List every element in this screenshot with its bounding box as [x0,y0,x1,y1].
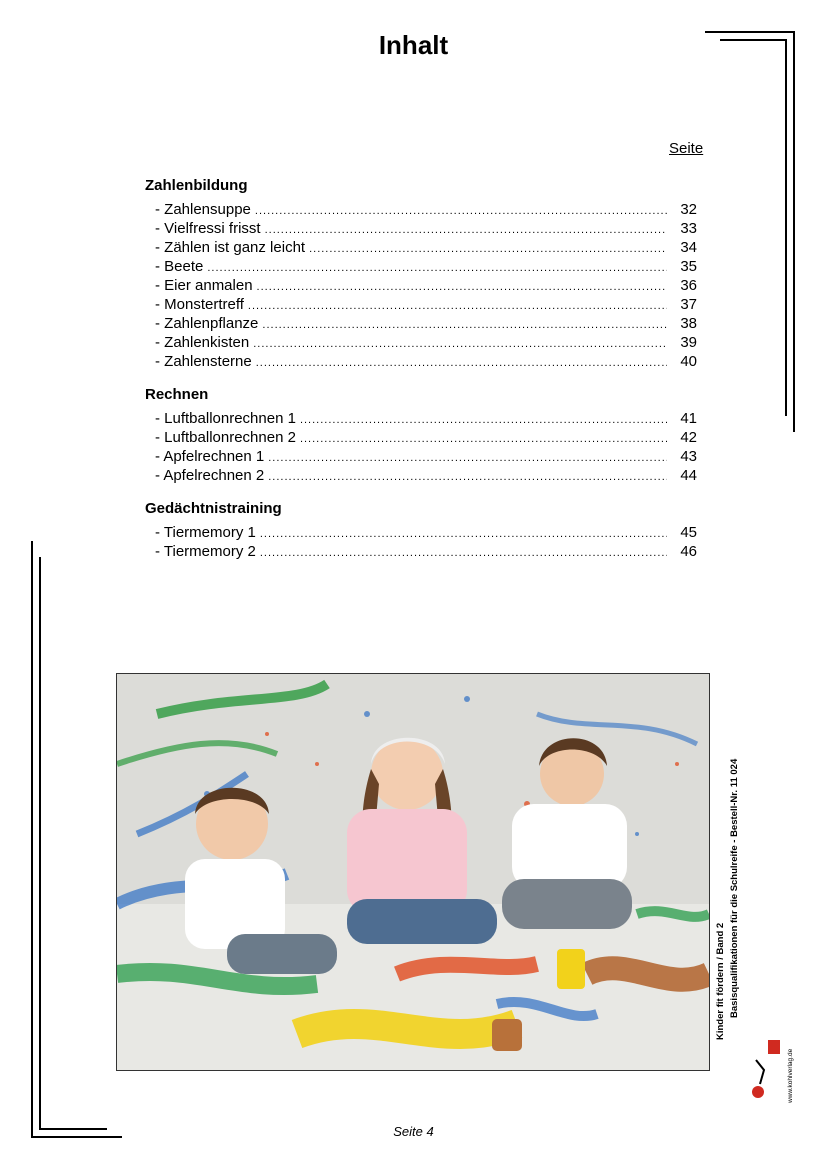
entry-page: 39 [680,334,697,351]
leader-dots [265,221,667,240]
toc-entry [145,219,705,238]
leader-dots [256,354,667,373]
publisher-website-vertical: www.kohlverlag.de [787,1048,794,1103]
entry-page: 40 [680,353,697,370]
toc-entry [145,200,705,219]
entry-label: - Zählen ist ganz leicht [155,239,306,256]
entry-label: - Beete [155,258,204,275]
toc-section [145,499,705,561]
toc-entry [145,314,705,333]
leader-dots [253,335,667,354]
toc-entry [145,542,705,561]
entry-page: 44 [680,467,697,484]
leader-dots [207,259,667,278]
leader-dots [300,430,667,449]
leader-dots [262,316,667,335]
page-footer: Seite 4 [393,1124,434,1139]
book-subtitle-vertical: Basisqualifikationen für die Schulreife - Bestell-Nr. 11 024 [729,758,740,1018]
entry-label: - Zahlensterne [155,353,252,370]
entry-page: 41 [680,410,697,427]
leader-dots [248,297,667,316]
leader-dots [268,449,667,468]
entry-label: - Zahlenpflanze [155,315,259,332]
page-column-header: Seite [669,140,704,157]
leader-dots [255,202,667,221]
entry-page: 46 [680,543,697,560]
toc-entry [145,257,705,276]
toc-entry [145,409,705,428]
entry-page: 45 [680,524,697,541]
leader-dots [268,468,667,487]
toc-entry [145,295,705,314]
toc-entry [145,523,705,542]
entry-page: 38 [680,315,697,332]
leader-dots [300,411,667,430]
toc-entry [145,466,705,485]
entry-label: - Tiermemory 1 [155,524,256,541]
section-title: Gedächtnistraining [145,500,282,517]
children-painting-photo [116,673,710,1071]
entry-label: - Monstertreff [155,296,244,313]
entry-page: 32 [680,201,697,218]
leader-dots [309,240,667,259]
toc-section [145,176,705,371]
entry-label: - Tiermemory 2 [155,543,256,560]
toc-entry [145,352,705,371]
toc-entry [145,238,705,257]
section-title: Rechnen [145,386,209,403]
leader-dots [260,544,667,563]
leader-dots [260,525,667,544]
entry-label: - Eier anmalen [155,277,253,294]
entry-page: 35 [680,258,697,275]
section-title: Zahlenbildung [145,177,248,194]
toc-entry [145,428,705,447]
entry-label: - Zahlenkisten [155,334,250,351]
entry-label: - Apfelrechnen 1 [155,448,265,465]
entry-page: 43 [680,448,697,465]
entry-page: 37 [680,296,697,313]
entry-label: - Zahlensuppe [155,201,251,218]
entry-page: 34 [680,239,697,256]
entry-page: 42 [680,429,697,446]
entry-label: - Luftballonrechnen 1 [155,410,296,427]
toc-entry [145,333,705,352]
entry-label: - Apfelrechnen 2 [155,467,265,484]
entry-label: - Luftballonrechnen 2 [155,429,296,446]
entry-page: 36 [680,277,697,294]
entry-page: 33 [680,220,697,237]
entry-label: - Vielfressi frisst [155,220,261,237]
leader-dots [257,278,667,297]
toc-entry [145,447,705,466]
toc-entry [145,276,705,295]
publisher-logo [750,1040,782,1102]
toc-section [145,385,705,485]
page-title: Inhalt [378,30,449,60]
table-of-contents [145,176,705,575]
series-title-vertical: Kinder fit fördern / Band 2 [715,922,726,1040]
